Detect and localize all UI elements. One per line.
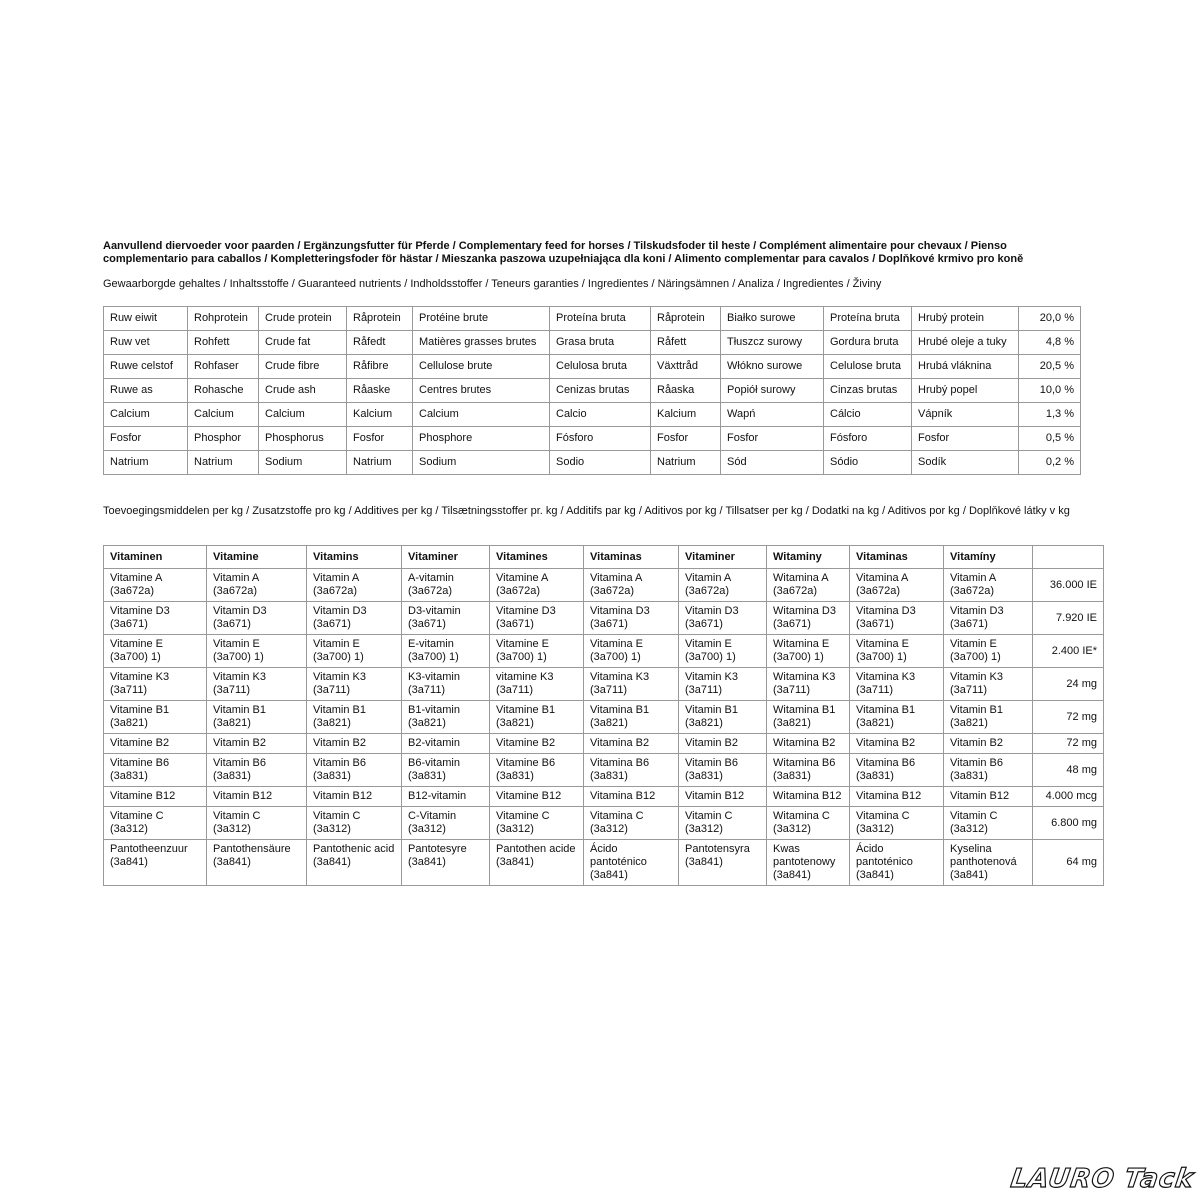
column-header: Vitamines: [490, 546, 584, 569]
nutrient-cell: Ruwe celstof: [104, 355, 188, 379]
vitamin-cell: Vitamin K3 (3a711): [307, 668, 402, 701]
nutrient-cell: Rohasche: [188, 379, 259, 403]
vitamin-cell: Vitamine C (3a312): [490, 807, 584, 840]
additives-heading: Toevoegingsmiddelen per kg / Zusatzstoffe pro kg / Additives per kg / Tilsætningsstoffer pr. kg / Additifs par kg / Aditivos por kg / Tillsatser per kg / Dodatki na kg / Aditivos por kg / Doplňkové látky v kg: [103, 505, 1070, 517]
table-row: [104, 307, 1081, 331]
nutrient-cell: Tłuszcz surowy: [721, 331, 824, 355]
vitamin-cell: Vitamin C (3a312): [207, 807, 307, 840]
vitamin-cell: Vitamin B6 (3a831): [679, 754, 767, 787]
vitamin-cell: Vitamina C (3a312): [850, 807, 944, 840]
vitamin-cell: Vitamin E (3a700) 1): [944, 635, 1033, 668]
vitamin-value: 4.000 mcg: [1033, 787, 1104, 807]
nutrient-cell: Calcio: [550, 403, 651, 427]
table-row: [104, 451, 1081, 475]
vitamin-cell: C-Vitamin (3a312): [402, 807, 490, 840]
nutrient-cell: Kalcium: [347, 403, 413, 427]
vitamin-cell: Pantothen acide (3a841): [490, 840, 584, 886]
vitamin-cell: B1-vitamin (3a821): [402, 701, 490, 734]
column-header: Vitaminen: [104, 546, 207, 569]
nutrient-cell: Ruw vet: [104, 331, 188, 355]
nutrient-cell: Natrium: [188, 451, 259, 475]
vitamin-cell: Vitamine B2: [104, 734, 207, 754]
vitamin-cell: Witamina C (3a312): [767, 807, 850, 840]
vitamin-cell: Kwas pantotenowy (3a841): [767, 840, 850, 886]
vitamin-cell: Vitamin A (3a672a): [307, 569, 402, 602]
nutrient-cell: Cenizas brutas: [550, 379, 651, 403]
table-row: [104, 701, 1104, 734]
nutrient-cell: Proteína bruta: [824, 307, 912, 331]
nutrient-value: 20,0 %: [1019, 307, 1081, 331]
nutrient-cell: Sodík: [912, 451, 1019, 475]
nutrient-cell: Kalcium: [651, 403, 721, 427]
column-header: Vitaminas: [584, 546, 679, 569]
vitamin-cell: Pantothenic acid (3a841): [307, 840, 402, 886]
vitamin-value: 64 mg: [1033, 840, 1104, 886]
vitamin-cell: Vitamin B2: [679, 734, 767, 754]
nutrient-cell: Calcium: [104, 403, 188, 427]
vitamin-cell: Pantotensyra (3a841): [679, 840, 767, 886]
nutrient-value: 4,8 %: [1019, 331, 1081, 355]
nutrient-cell: Hrubý protein: [912, 307, 1019, 331]
vitamin-cell: Witamina B12: [767, 787, 850, 807]
table-row: [104, 331, 1081, 355]
vitamin-cell: Vitamina E (3a700) 1): [584, 635, 679, 668]
vitamin-cell: Vitamina D3 (3a671): [850, 602, 944, 635]
nutrient-cell: Natrium: [651, 451, 721, 475]
vitamin-value: 72 mg: [1033, 701, 1104, 734]
vitamin-cell: Vitamine A (3a672a): [490, 569, 584, 602]
nutrient-cell: Calcium: [413, 403, 550, 427]
vitamins-table: [103, 545, 1104, 886]
nutrient-cell: Fosfor: [651, 427, 721, 451]
vitamin-cell: Vitamina K3 (3a711): [850, 668, 944, 701]
nutrient-cell: Matières grasses brutes: [413, 331, 550, 355]
column-header: [1033, 546, 1104, 569]
nutrient-value: 0,5 %: [1019, 427, 1081, 451]
table-row: [104, 355, 1081, 379]
vitamin-cell: Vitamin B1 (3a821): [207, 701, 307, 734]
vitamin-cell: Pantotesyre (3a841): [402, 840, 490, 886]
vitamin-cell: Vitamine B1 (3a821): [104, 701, 207, 734]
nutrient-cell: Rohprotein: [188, 307, 259, 331]
nutrient-cell: Rohfaser: [188, 355, 259, 379]
vitamin-cell: Vitamin A (3a672a): [207, 569, 307, 602]
vitamin-cell: Vitamine B1 (3a821): [490, 701, 584, 734]
vitamin-cell: Vitamin E (3a700) 1): [207, 635, 307, 668]
vitamin-cell: Vitamin K3 (3a711): [944, 668, 1033, 701]
nutrient-cell: Råaska: [651, 379, 721, 403]
nutrient-cell: Ruwe as: [104, 379, 188, 403]
vitamin-cell: Vitamina D3 (3a671): [584, 602, 679, 635]
column-header: Vitamins: [307, 546, 402, 569]
vitamin-cell: Vitamin D3 (3a671): [679, 602, 767, 635]
nutrient-cell: Vápník: [912, 403, 1019, 427]
vitamin-cell: Vitamina K3 (3a711): [584, 668, 679, 701]
vitamin-value: 6.800 mg: [1033, 807, 1104, 840]
vitamin-cell: Vitamina A (3a672a): [850, 569, 944, 602]
nutrient-cell: Proteína bruta: [550, 307, 651, 331]
vitamin-cell: Vitamin B1 (3a821): [679, 701, 767, 734]
nutrient-value: 20,5 %: [1019, 355, 1081, 379]
document-title: Aanvullend diervoeder voor paarden / Ergänzungsfutter für Pferde / Complementary feed for horses / Tilskudsfoder til heste / Complément alimentaire pour chevaux / Pienso complementario para caballos / Kompletteringsfoder för hästar / Mieszanka paszowa uzupełniająca dla koni / Alimento complementar para cavalos / Doplňkové krmivo pro koně: [103, 240, 1024, 265]
vitamin-cell: Vitamine K3 (3a711): [104, 668, 207, 701]
nutrient-cell: Popiół surowy: [721, 379, 824, 403]
nutrient-cell: Calcium: [188, 403, 259, 427]
nutrient-cell: Råfedt: [347, 331, 413, 355]
vitamin-cell: B12-vitamin: [402, 787, 490, 807]
vitamin-cell: Vitamine B12: [104, 787, 207, 807]
nutrient-cell: Hrubý popel: [912, 379, 1019, 403]
vitamin-cell: Vitamine B6 (3a831): [490, 754, 584, 787]
vitamin-cell: Vitamin B12: [307, 787, 402, 807]
nutrient-cell: Hrubá vláknina: [912, 355, 1019, 379]
vitamin-cell: Vitamina B6 (3a831): [850, 754, 944, 787]
column-header: Vitamine: [207, 546, 307, 569]
vitamin-cell: A-vitamin (3a672a): [402, 569, 490, 602]
nutrient-cell: Sód: [721, 451, 824, 475]
column-header: Vitaminer: [402, 546, 490, 569]
vitamin-cell: E-vitamin (3a700) 1): [402, 635, 490, 668]
vitamin-cell: Vitamina B6 (3a831): [584, 754, 679, 787]
nutrient-cell: Crude ash: [259, 379, 347, 403]
table-header-row: [104, 546, 1104, 569]
vitamin-cell: Vitamin K3 (3a711): [207, 668, 307, 701]
nutrient-cell: Cellulose brute: [413, 355, 550, 379]
vitamin-cell: Vitamine C (3a312): [104, 807, 207, 840]
nutrient-cell: Phosphor: [188, 427, 259, 451]
vitamin-cell: Vitamin B2: [944, 734, 1033, 754]
nutrient-cell: Crude fat: [259, 331, 347, 355]
vitamin-cell: Vitamin E (3a700) 1): [679, 635, 767, 668]
nutrients-table: [103, 306, 1081, 475]
vitamin-cell: Vitamin B2: [207, 734, 307, 754]
nutrient-cell: Råfibre: [347, 355, 413, 379]
nutrient-cell: Råprotein: [347, 307, 413, 331]
vitamin-cell: Kyselina panthotenová (3a841): [944, 840, 1033, 886]
vitamin-value: 7.920 IE: [1033, 602, 1104, 635]
vitamin-cell: Vitamin K3 (3a711): [679, 668, 767, 701]
nutrient-cell: Sodio: [550, 451, 651, 475]
vitamin-cell: Vitamina B12: [850, 787, 944, 807]
nutrient-cell: Fósforo: [824, 427, 912, 451]
nutrient-cell: Fosfor: [347, 427, 413, 451]
nutrient-cell: Natrium: [104, 451, 188, 475]
table-row: [104, 734, 1104, 754]
nutrient-cell: Crude fibre: [259, 355, 347, 379]
table-row: [104, 807, 1104, 840]
vitamin-cell: Vitamin B1 (3a821): [307, 701, 402, 734]
nutrient-cell: Råfett: [651, 331, 721, 355]
table-row: [104, 635, 1104, 668]
nutrient-cell: Calcium: [259, 403, 347, 427]
vitamin-cell: Vitamin D3 (3a671): [207, 602, 307, 635]
vitamin-cell: Vitamin B12: [207, 787, 307, 807]
vitamin-value: 36.000 IE: [1033, 569, 1104, 602]
vitamin-cell: D3-vitamin (3a671): [402, 602, 490, 635]
nutrient-value: 10,0 %: [1019, 379, 1081, 403]
nutrient-cell: Grasa bruta: [550, 331, 651, 355]
vitamin-cell: Vitamin C (3a312): [679, 807, 767, 840]
vitamin-cell: Vitamine B2: [490, 734, 584, 754]
vitamin-cell: Vitamine A (3a672a): [104, 569, 207, 602]
vitamin-cell: K3-vitamin (3a711): [402, 668, 490, 701]
vitamin-cell: Vitamina B2: [584, 734, 679, 754]
vitamin-value: 72 mg: [1033, 734, 1104, 754]
vitamin-cell: Vitamine E (3a700) 1): [490, 635, 584, 668]
nutrient-cell: Centres brutes: [413, 379, 550, 403]
vitamin-cell: Vitamin A (3a672a): [944, 569, 1033, 602]
vitamin-cell: Vitamina B1 (3a821): [850, 701, 944, 734]
vitamin-cell: Vitamin D3 (3a671): [307, 602, 402, 635]
vitamin-cell: Vitamin B6 (3a831): [944, 754, 1033, 787]
vitamin-cell: Witamina D3 (3a671): [767, 602, 850, 635]
table-row: [104, 602, 1104, 635]
nutrient-value: 0,2 %: [1019, 451, 1081, 475]
vitamin-cell: Witamina B1 (3a821): [767, 701, 850, 734]
vitamin-cell: Vitamin E (3a700) 1): [307, 635, 402, 668]
vitamin-cell: Ácido pantoténico (3a841): [584, 840, 679, 886]
vitamin-cell: Vitamina C (3a312): [584, 807, 679, 840]
column-header: Vitaminas: [850, 546, 944, 569]
vitamin-value: 48 mg: [1033, 754, 1104, 787]
table-row: [104, 840, 1104, 886]
vitamin-cell: Witamina E (3a700) 1): [767, 635, 850, 668]
vitamin-cell: vitamine K3 (3a711): [490, 668, 584, 701]
column-header: Vitaminer: [679, 546, 767, 569]
vitamin-cell: Ácido pantoténico (3a841): [850, 840, 944, 886]
nutrient-cell: Cinzas brutas: [824, 379, 912, 403]
column-header: Witaminy: [767, 546, 850, 569]
nutrient-cell: Rohfett: [188, 331, 259, 355]
nutrient-cell: Fósforo: [550, 427, 651, 451]
nutrient-cell: Natrium: [347, 451, 413, 475]
nutrient-cell: Białko surowe: [721, 307, 824, 331]
vitamin-cell: Witamina K3 (3a711): [767, 668, 850, 701]
table-row: [104, 379, 1081, 403]
vitamin-cell: Vitamin C (3a312): [944, 807, 1033, 840]
vitamin-cell: Vitamine E (3a700) 1): [104, 635, 207, 668]
vitamin-cell: Pantothensäure (3a841): [207, 840, 307, 886]
vitamin-cell: Vitamin B12: [679, 787, 767, 807]
vitamin-cell: Vitamina A (3a672a): [584, 569, 679, 602]
vitamin-cell: Vitamina E (3a700) 1): [850, 635, 944, 668]
table-row: [104, 754, 1104, 787]
nutrient-cell: Sódio: [824, 451, 912, 475]
vitamin-cell: Vitamin B2: [307, 734, 402, 754]
vitamin-cell: Vitamina B12: [584, 787, 679, 807]
nutrient-cell: Crude protein: [259, 307, 347, 331]
nutrient-cell: Protéine brute: [413, 307, 550, 331]
nutrient-cell: Sodium: [413, 451, 550, 475]
vitamin-cell: Vitamin B6 (3a831): [207, 754, 307, 787]
vitamin-cell: Witamina B6 (3a831): [767, 754, 850, 787]
vitamin-cell: B2-vitamin: [402, 734, 490, 754]
vitamin-value: 2.400 IE*: [1033, 635, 1104, 668]
vitamin-cell: Vitamine D3 (3a671): [490, 602, 584, 635]
vitamin-cell: Vitamine D3 (3a671): [104, 602, 207, 635]
nutrient-cell: Celulosa bruta: [550, 355, 651, 379]
table-row: [104, 787, 1104, 807]
table-row: [104, 569, 1104, 602]
nutrient-cell: Fosfor: [721, 427, 824, 451]
vitamin-cell: Vitamine B6 (3a831): [104, 754, 207, 787]
nutrient-cell: Ruw eiwit: [104, 307, 188, 331]
vitamin-value: 24 mg: [1033, 668, 1104, 701]
nutrient-cell: Växttråd: [651, 355, 721, 379]
table-row: [104, 403, 1081, 427]
nutrient-cell: Phosphorus: [259, 427, 347, 451]
nutrient-cell: Råaske: [347, 379, 413, 403]
vitamin-cell: Vitamin B6 (3a831): [307, 754, 402, 787]
nutrient-cell: Włókno surowe: [721, 355, 824, 379]
vitamin-cell: Pantotheenzuur (3a841): [104, 840, 207, 886]
vitamin-cell: Vitamin B1 (3a821): [944, 701, 1033, 734]
nutrient-cell: Råprotein: [651, 307, 721, 331]
vitamin-cell: Vitamine B12: [490, 787, 584, 807]
nutrient-cell: Hrubé oleje a tuky: [912, 331, 1019, 355]
vitamin-cell: Witamina B2: [767, 734, 850, 754]
vitamin-cell: Vitamin B12: [944, 787, 1033, 807]
nutrient-cell: Wapń: [721, 403, 824, 427]
nutrient-cell: Cálcio: [824, 403, 912, 427]
nutrient-cell: Gordura bruta: [824, 331, 912, 355]
vitamin-cell: Vitamina B1 (3a821): [584, 701, 679, 734]
column-header: Vitamíny: [944, 546, 1033, 569]
nutrients-heading: Gewaarborgde gehaltes / Inhaltsstoffe / Guaranteed nutrients / Indholdsstoffer / Teneurs garanties / Ingredientes / Näringsämnen / Analiza / Ingredientes / Živiny: [103, 278, 882, 290]
nutrient-cell: Fosfor: [104, 427, 188, 451]
lauro-tack-logo: LAURO Tack: [1009, 1164, 1197, 1194]
nutrient-value: 1,3 %: [1019, 403, 1081, 427]
vitamin-cell: B6-vitamin (3a831): [402, 754, 490, 787]
table-row: [104, 668, 1104, 701]
vitamin-cell: Vitamin A (3a672a): [679, 569, 767, 602]
nutrient-cell: Sodium: [259, 451, 347, 475]
vitamin-cell: Vitamin D3 (3a671): [944, 602, 1033, 635]
nutrient-cell: Celulose bruta: [824, 355, 912, 379]
vitamin-cell: Vitamina B2: [850, 734, 944, 754]
table-row: [104, 427, 1081, 451]
vitamin-cell: Vitamin C (3a312): [307, 807, 402, 840]
nutrient-cell: Fosfor: [912, 427, 1019, 451]
nutrient-cell: Phosphore: [413, 427, 550, 451]
vitamin-cell: Witamina A (3a672a): [767, 569, 850, 602]
